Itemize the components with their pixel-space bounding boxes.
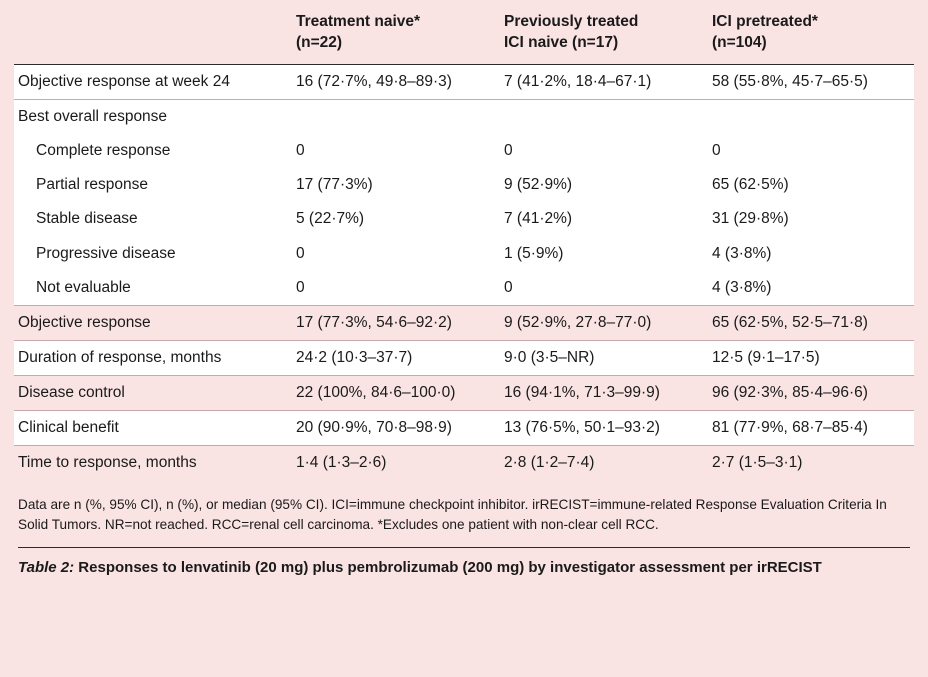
row-value-treatment-naive: 16 (72·7%, 49·8–89·3) [292, 64, 500, 99]
table-row [14, 305, 914, 340]
row-value-ici-pretreated: 58 (55·8%, 45·7–65·5) [708, 64, 914, 99]
row-value-previously-treated: 9 (52·9%, 27·8–77·0) [500, 305, 708, 340]
caption-divider [18, 547, 910, 548]
column-header-line1: ICI pretreated* [712, 13, 818, 30]
table-row [14, 168, 914, 202]
table-caption [18, 557, 910, 578]
row-value-previously-treated: 9 (52·9%) [500, 168, 708, 202]
row-value-treatment-naive: 0 [292, 271, 500, 306]
row-label: Best overall response [14, 99, 292, 134]
column-header-line2: (n=104) [712, 33, 767, 51]
row-label: Clinical benefit [14, 411, 292, 446]
table-row [14, 202, 914, 236]
table-row [14, 340, 914, 375]
row-value-previously-treated: 13 (76·5%, 50·1–93·2) [500, 411, 708, 446]
row-value-treatment-naive: 0 [292, 237, 500, 271]
row-value-previously-treated [500, 99, 708, 134]
table-row [14, 411, 914, 446]
responses-table [14, 0, 914, 481]
column-header-line2: ICI naive (n=17) [504, 33, 619, 51]
row-value-ici-pretreated: 12·5 (9·1–17·5) [708, 340, 914, 375]
row-label: Complete response [14, 134, 292, 168]
row-value-treatment-naive: 17 (77·3%) [292, 168, 500, 202]
row-label: Objective response [14, 305, 292, 340]
row-value-ici-pretreated: 4 (3·8%) [708, 271, 914, 306]
caption-label: Table 2: [18, 559, 75, 577]
column-header-treatment-naive [292, 0, 500, 64]
row-label: Partial response [14, 168, 292, 202]
table-body [14, 64, 914, 480]
column-header-line1: Previously treated [504, 13, 639, 30]
table-row [14, 134, 914, 168]
table-row [14, 271, 914, 306]
column-header-ici-pretreated [708, 0, 914, 64]
row-value-ici-pretreated [708, 99, 914, 134]
row-value-treatment-naive [292, 99, 500, 134]
row-value-previously-treated: 0 [500, 134, 708, 168]
row-label: Time to response, months [14, 446, 292, 481]
row-label: Stable disease [14, 202, 292, 236]
row-value-ici-pretreated: 65 (62·5%, 52·5–71·8) [708, 305, 914, 340]
table-footnotes: Data are n (%, 95% CI), n (%), or median (95% CI). ICI=immune checkpoint inhibitor. irRECIST=immune-related Response Evaluation Criteria In Solid Tumors. NR=not reached. RCC=renal cell carcinoma. *Excludes one patient with non-clear cell RCC. [18, 496, 887, 532]
row-label: Progressive disease [14, 237, 292, 271]
row-value-treatment-naive: 5 (22·7%) [292, 202, 500, 236]
caption-text: Responses to lenvatinib (20 mg) plus pembrolizumab (200 mg) by investigator assessment per irRECIST [74, 559, 822, 577]
column-header-line2: (n=22) [296, 33, 343, 51]
table-row [14, 376, 914, 411]
table-row [14, 64, 914, 99]
row-value-treatment-naive: 1·4 (1·3–2·6) [292, 446, 500, 481]
row-value-ici-pretreated: 96 (92·3%, 85·4–96·6) [708, 376, 914, 411]
table-row [14, 99, 914, 134]
column-header-previously-treated-ici-naive [500, 0, 708, 64]
row-value-previously-treated: 7 (41·2%, 18·4–67·1) [500, 64, 708, 99]
column-header-line1: Treatment naive* [296, 13, 421, 30]
row-value-previously-treated: 9·0 (3·5–NR) [500, 340, 708, 375]
row-label: Disease control [14, 376, 292, 411]
row-value-ici-pretreated: 31 (29·8%) [708, 202, 914, 236]
row-label: Duration of response, months [14, 340, 292, 375]
table-row [14, 237, 914, 271]
row-value-previously-treated: 7 (41·2%) [500, 202, 708, 236]
row-value-ici-pretreated: 2·7 (1·5–3·1) [708, 446, 914, 481]
row-value-previously-treated: 0 [500, 271, 708, 306]
row-value-ici-pretreated: 81 (77·9%, 68·7–85·4) [708, 411, 914, 446]
row-value-previously-treated: 1 (5·9%) [500, 237, 708, 271]
row-value-previously-treated: 2·8 (1·2–7·4) [500, 446, 708, 481]
row-value-treatment-naive: 22 (100%, 84·6–100·0) [292, 376, 500, 411]
row-value-ici-pretreated: 0 [708, 134, 914, 168]
row-value-previously-treated: 16 (94·1%, 71·3–99·9) [500, 376, 708, 411]
row-value-ici-pretreated: 4 (3·8%) [708, 237, 914, 271]
table-row [14, 446, 914, 481]
table-header [14, 0, 914, 64]
row-value-treatment-naive: 0 [292, 134, 500, 168]
row-value-treatment-naive: 24·2 (10·3–37·7) [292, 340, 500, 375]
row-value-ici-pretreated: 65 (62·5%) [708, 168, 914, 202]
column-header-blank [14, 0, 292, 64]
row-label: Objective response at week 24 [14, 64, 292, 99]
row-value-treatment-naive: 17 (77·3%, 54·6–92·2) [292, 305, 500, 340]
table-header-row [14, 0, 914, 64]
row-value-treatment-naive: 20 (90·9%, 70·8–98·9) [292, 411, 500, 446]
row-label: Not evaluable [14, 271, 292, 306]
